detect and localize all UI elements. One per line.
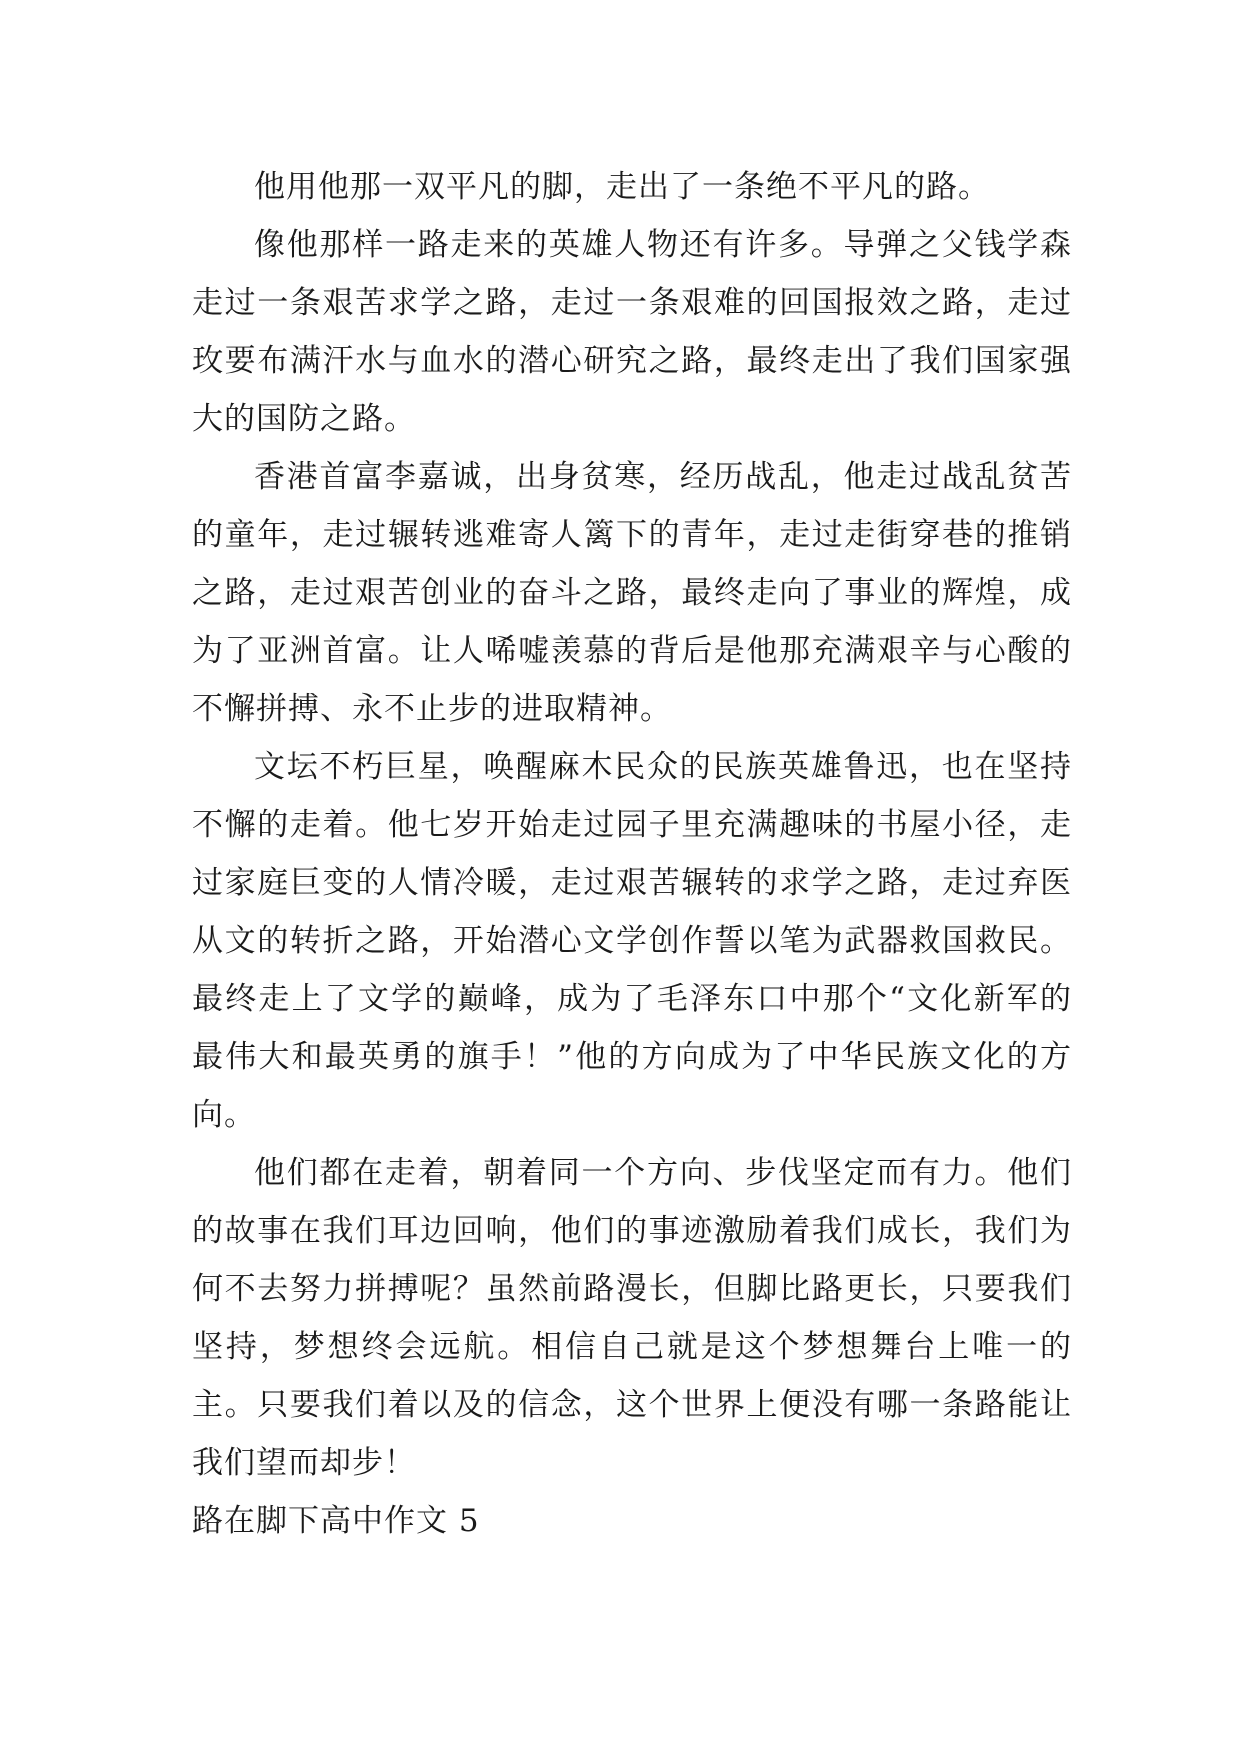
paragraph-2: 像他那样一路走来的英雄人物还有许多。导弹之父钱学森走过一条艰苦求学之路，走过一条艰难的回国报效之路，走过玫要布满汗水与血水的潜心研究之路，最终走出了我们国家强大的国防之路。 bbox=[192, 227, 1072, 437]
paragraph-4: 文坛不朽巨星，唤醒麻木民众的民族英雄鲁迅，也在坚持不懈的走着。他七岁开始走过园子里充满趣味的书屋小径，走过家庭巨变的人情冷暖，走过艰苦辗转的求学之路，走过弃医从文的转折之路，开始潜心文学创作誓以笔为武器救国救民。最终走上了文学的巅峰，成为了毛泽东口中那个“文化新军的最伟大和最英勇的旗手！”他的方向成为了中华民族文化的方向。 bbox=[192, 749, 1072, 1133]
paragraph-1: 他用他那一双平凡的脚，走出了一条绝不平凡的路。 bbox=[254, 169, 990, 205]
paragraph-5: 他们都在走着，朝着同一个方向、步伐坚定而有力。他们的故事在我们耳边回响，他们的事迹激励着我们成长，我们为何不去努力拼搏呢？虽然前路漫长，但脚比路更长，只要我们坚持，梦想终会远航。相信自己就是这个梦想舞台上唯一的主。只要我们着以及的信念，这个世界上便没有哪一条路能让我们望而却步！ bbox=[192, 1155, 1072, 1481]
document-body bbox=[192, 158, 1072, 1550]
section-heading: 路在脚下高中作文 5 bbox=[192, 1503, 480, 1539]
paragraph-3: 香港首富李嘉诚，出身贫寒，经历战乱，他走过战乱贫苦的童年，走过辗转逃难寄人篱下的青年，走过走街穿巷的推销之路，走过艰苦创业的奋斗之路，最终走向了事业的辉煌，成为了亚洲首富。让人唏嘘羡慕的背后是他那充满艰辛与心酸的不懈拼搏、永不止步的进取精神。 bbox=[192, 459, 1072, 727]
